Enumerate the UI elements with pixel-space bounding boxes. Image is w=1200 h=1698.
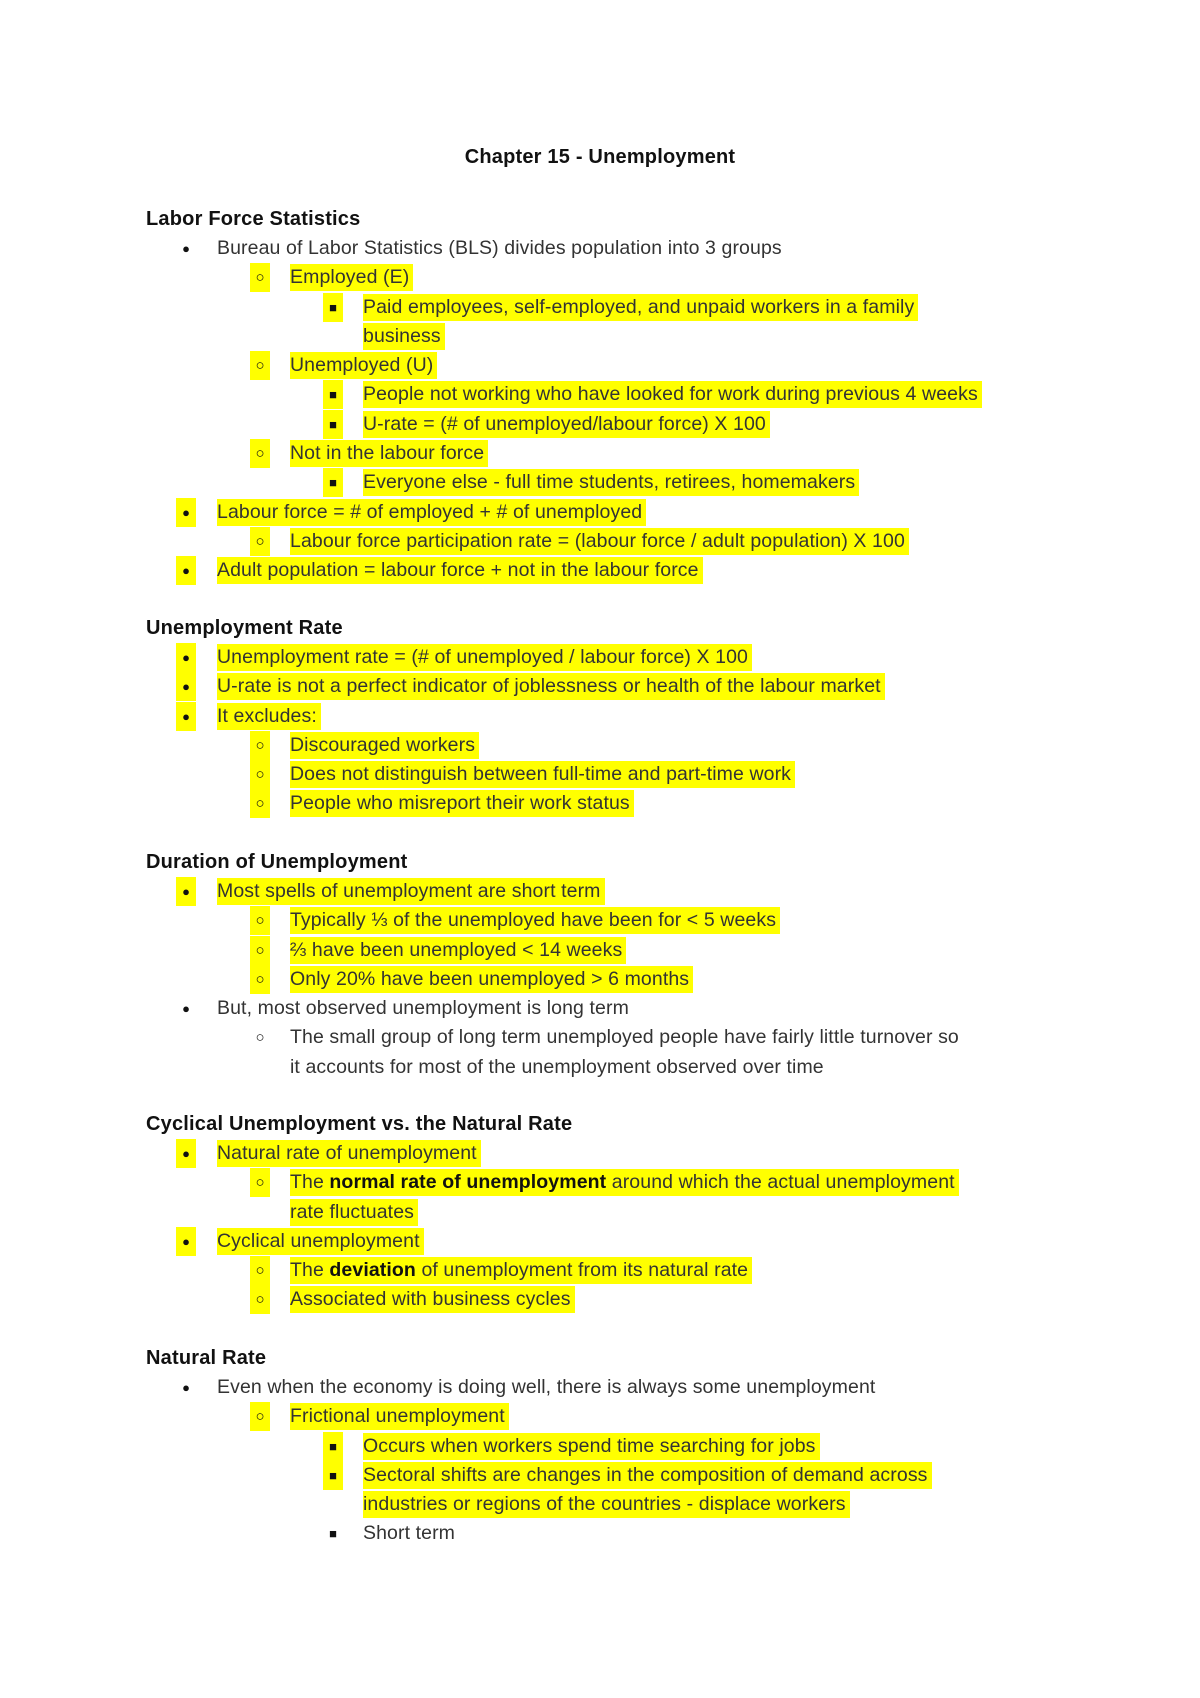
page-title: Chapter 15 - Unemployment [464, 146, 736, 168]
list-item-continuation [146, 1490, 846, 1519]
bullet-l2: ○ [250, 439, 270, 468]
bullet-l2: ○ [250, 1168, 270, 1197]
list-item [146, 877, 601, 906]
bullet-l2: ○ [250, 789, 270, 818]
list-item-text: Cyclical unemployment [217, 1228, 424, 1255]
bullet-l1: ● [176, 498, 196, 527]
list-item-text: industries or regions of the countries - displace workers [363, 1491, 850, 1518]
list-item-continuation [146, 1198, 572, 1227]
section-natural-rate [146, 1344, 928, 1549]
list-item-text: Labour force participation rate = (labour force / adult population) X 100 [290, 528, 909, 555]
list-item [146, 263, 410, 292]
text-run: of unemployment from its natural rate [415, 1259, 749, 1282]
list-item-text: Typically ⅓ of the unemployed have been for < 5 weeks [290, 907, 780, 934]
list-item [146, 1402, 505, 1431]
list-item [146, 293, 915, 322]
list-item [146, 498, 643, 527]
list-item-text: Adult population = labour force + not in the labour force [217, 557, 703, 584]
bullet-l2: ○ [250, 1402, 270, 1431]
list-item [146, 1519, 456, 1548]
list-item-text: Paid employees, self-employed, and unpaid workers in a family [363, 294, 918, 321]
bullet-l1: ● [182, 241, 190, 256]
bullet-l3: ■ [323, 410, 343, 439]
list-item [146, 468, 856, 497]
list-item [146, 731, 476, 760]
list-item [146, 1227, 572, 1256]
list-item-text: Discouraged workers [290, 732, 479, 759]
list-item [146, 672, 881, 701]
bullet-l2: ○ [250, 263, 270, 292]
list-item [146, 1461, 928, 1490]
list-item [146, 1139, 572, 1168]
bullet-l1: ● [176, 672, 196, 701]
bullet-l1: ● [176, 702, 196, 731]
section-heading: Labor Force Statistics [146, 208, 361, 230]
bullet-l2: ○ [250, 351, 270, 380]
list-item-text: The small group of long term unemployed people have fairly little turnover so [290, 1026, 959, 1049]
list-item-text [290, 1257, 752, 1284]
bullet-l2: ○ [250, 760, 270, 789]
bullet-l3: ■ [323, 380, 343, 409]
list-item-text: Unemployed (U) [290, 352, 437, 379]
list-item [146, 1256, 749, 1285]
list-item-text: Sectoral shifts are changes in the composition of demand across [363, 1462, 932, 1489]
text-run: The [290, 1259, 330, 1282]
bullet-l3: ■ [323, 1461, 343, 1490]
bullet-l1: ● [176, 1139, 196, 1168]
section-heading: Natural Rate [146, 1347, 267, 1369]
list-item-text: It excludes: [217, 703, 321, 730]
list-item [146, 234, 782, 263]
section-labor-force-statistics [146, 205, 978, 586]
bullet-l1: ● [176, 556, 196, 585]
list-item-text: Bureau of Labor Statistics (BLS) divides population into 3 groups [217, 237, 782, 259]
bullet-l2: ○ [250, 906, 270, 935]
list-item [146, 556, 699, 585]
list-item-text: ⅔ have been unemployed < 14 weeks [290, 937, 626, 964]
list-item [146, 380, 978, 409]
list-item-text: Short term [363, 1522, 456, 1545]
list-item-text: Only 20% have been unemployed > 6 months [290, 966, 693, 993]
list-item-text: U-rate = (# of unemployed/labour force) X 100 [363, 411, 770, 438]
bullet-l1: ● [176, 643, 196, 672]
list-item-text: business [363, 323, 445, 350]
list-item [146, 906, 777, 935]
list-item [146, 965, 690, 994]
bullet-l1: ● [182, 1001, 190, 1017]
bullet-l3: ■ [323, 468, 343, 497]
list-item [146, 1373, 876, 1402]
list-item [146, 643, 748, 672]
list-item-text: But, most observed unemployment is long term [217, 997, 629, 1020]
section-unemployment-rate [146, 614, 881, 819]
list-item [146, 527, 905, 556]
bullet-l1: ● [176, 1227, 196, 1256]
bullet-l2: ○ [250, 965, 270, 994]
list-item-text: rate fluctuates [290, 1199, 418, 1226]
list-item [146, 410, 766, 439]
section-heading: Unemployment Rate [146, 617, 343, 639]
list-item-text: Employed (E) [290, 264, 413, 291]
list-item-text: U-rate is not a perfect indicator of joblessness or health of the labour market [217, 673, 885, 700]
list-item-text: Frictional unemployment [290, 1403, 509, 1430]
bullet-l2: ○ [250, 1256, 270, 1285]
list-item [146, 936, 623, 965]
bullet-l2: ○ [255, 1029, 265, 1047]
section-heading: Cyclical Unemployment vs. the Natural Rate [146, 1113, 573, 1135]
list-item [146, 1168, 955, 1197]
bullet-l3: ■ [323, 293, 343, 322]
bullet-l2: ○ [250, 731, 270, 760]
list-item [146, 351, 434, 380]
bold-term: deviation [329, 1259, 416, 1282]
list-item [146, 439, 485, 468]
section-heading: Duration of Unemployment [146, 851, 408, 873]
section-duration-of-unemployment [146, 848, 959, 1082]
list-item [146, 1285, 572, 1314]
list-item-text: Unemployment rate = (# of unemployed / labour force) X 100 [217, 644, 752, 671]
list-item-text: Occurs when workers spend time searching for jobs [363, 1433, 820, 1460]
list-item-text: People not working who have looked for work during previous 4 weeks [363, 381, 982, 408]
list-item [146, 702, 343, 731]
list-item-text: Does not distinguish between full-time and part-time work [290, 761, 795, 788]
section-cyclical-vs-natural [146, 1110, 955, 1315]
list-item [146, 760, 792, 789]
bullet-l1: ● [176, 877, 196, 906]
list-item [146, 1023, 959, 1052]
text-run: The [290, 1171, 330, 1194]
list-item-text: Even when the economy is doing well, there is always some unemployment [217, 1376, 876, 1398]
bullet-l3: ■ [329, 1526, 337, 1542]
list-item-text: Labour force = # of employed + # of unemployed [217, 499, 646, 526]
bullet-l3: ■ [323, 1432, 343, 1461]
list-item [146, 994, 629, 1023]
list-item-continuation [146, 322, 441, 351]
bullet-l2: ○ [250, 936, 270, 965]
list-item-text: Not in the labour force [290, 440, 488, 467]
list-item-text: Natural rate of unemployment [217, 1140, 481, 1167]
bullet-l2: ○ [250, 1285, 270, 1314]
list-item-text: it accounts for most of the unemployment observed over time [290, 1055, 824, 1078]
list-item-text: Everyone else - full time students, retirees, homemakers [363, 469, 859, 496]
bold-term: normal rate of unemployment [329, 1171, 607, 1194]
text-run: around which the actual unemployment [606, 1171, 955, 1194]
list-item [146, 789, 630, 818]
list-item [146, 1432, 816, 1461]
list-item-continuation [146, 1053, 824, 1082]
list-item-text: People who misreport their work status [290, 790, 634, 817]
list-item-text: Associated with business cycles [290, 1286, 575, 1313]
bullet-l1: ● [182, 1380, 190, 1395]
bullet-l2: ○ [250, 527, 270, 556]
list-item-text: Most spells of unemployment are short term [217, 878, 605, 905]
list-item-text [290, 1169, 959, 1196]
